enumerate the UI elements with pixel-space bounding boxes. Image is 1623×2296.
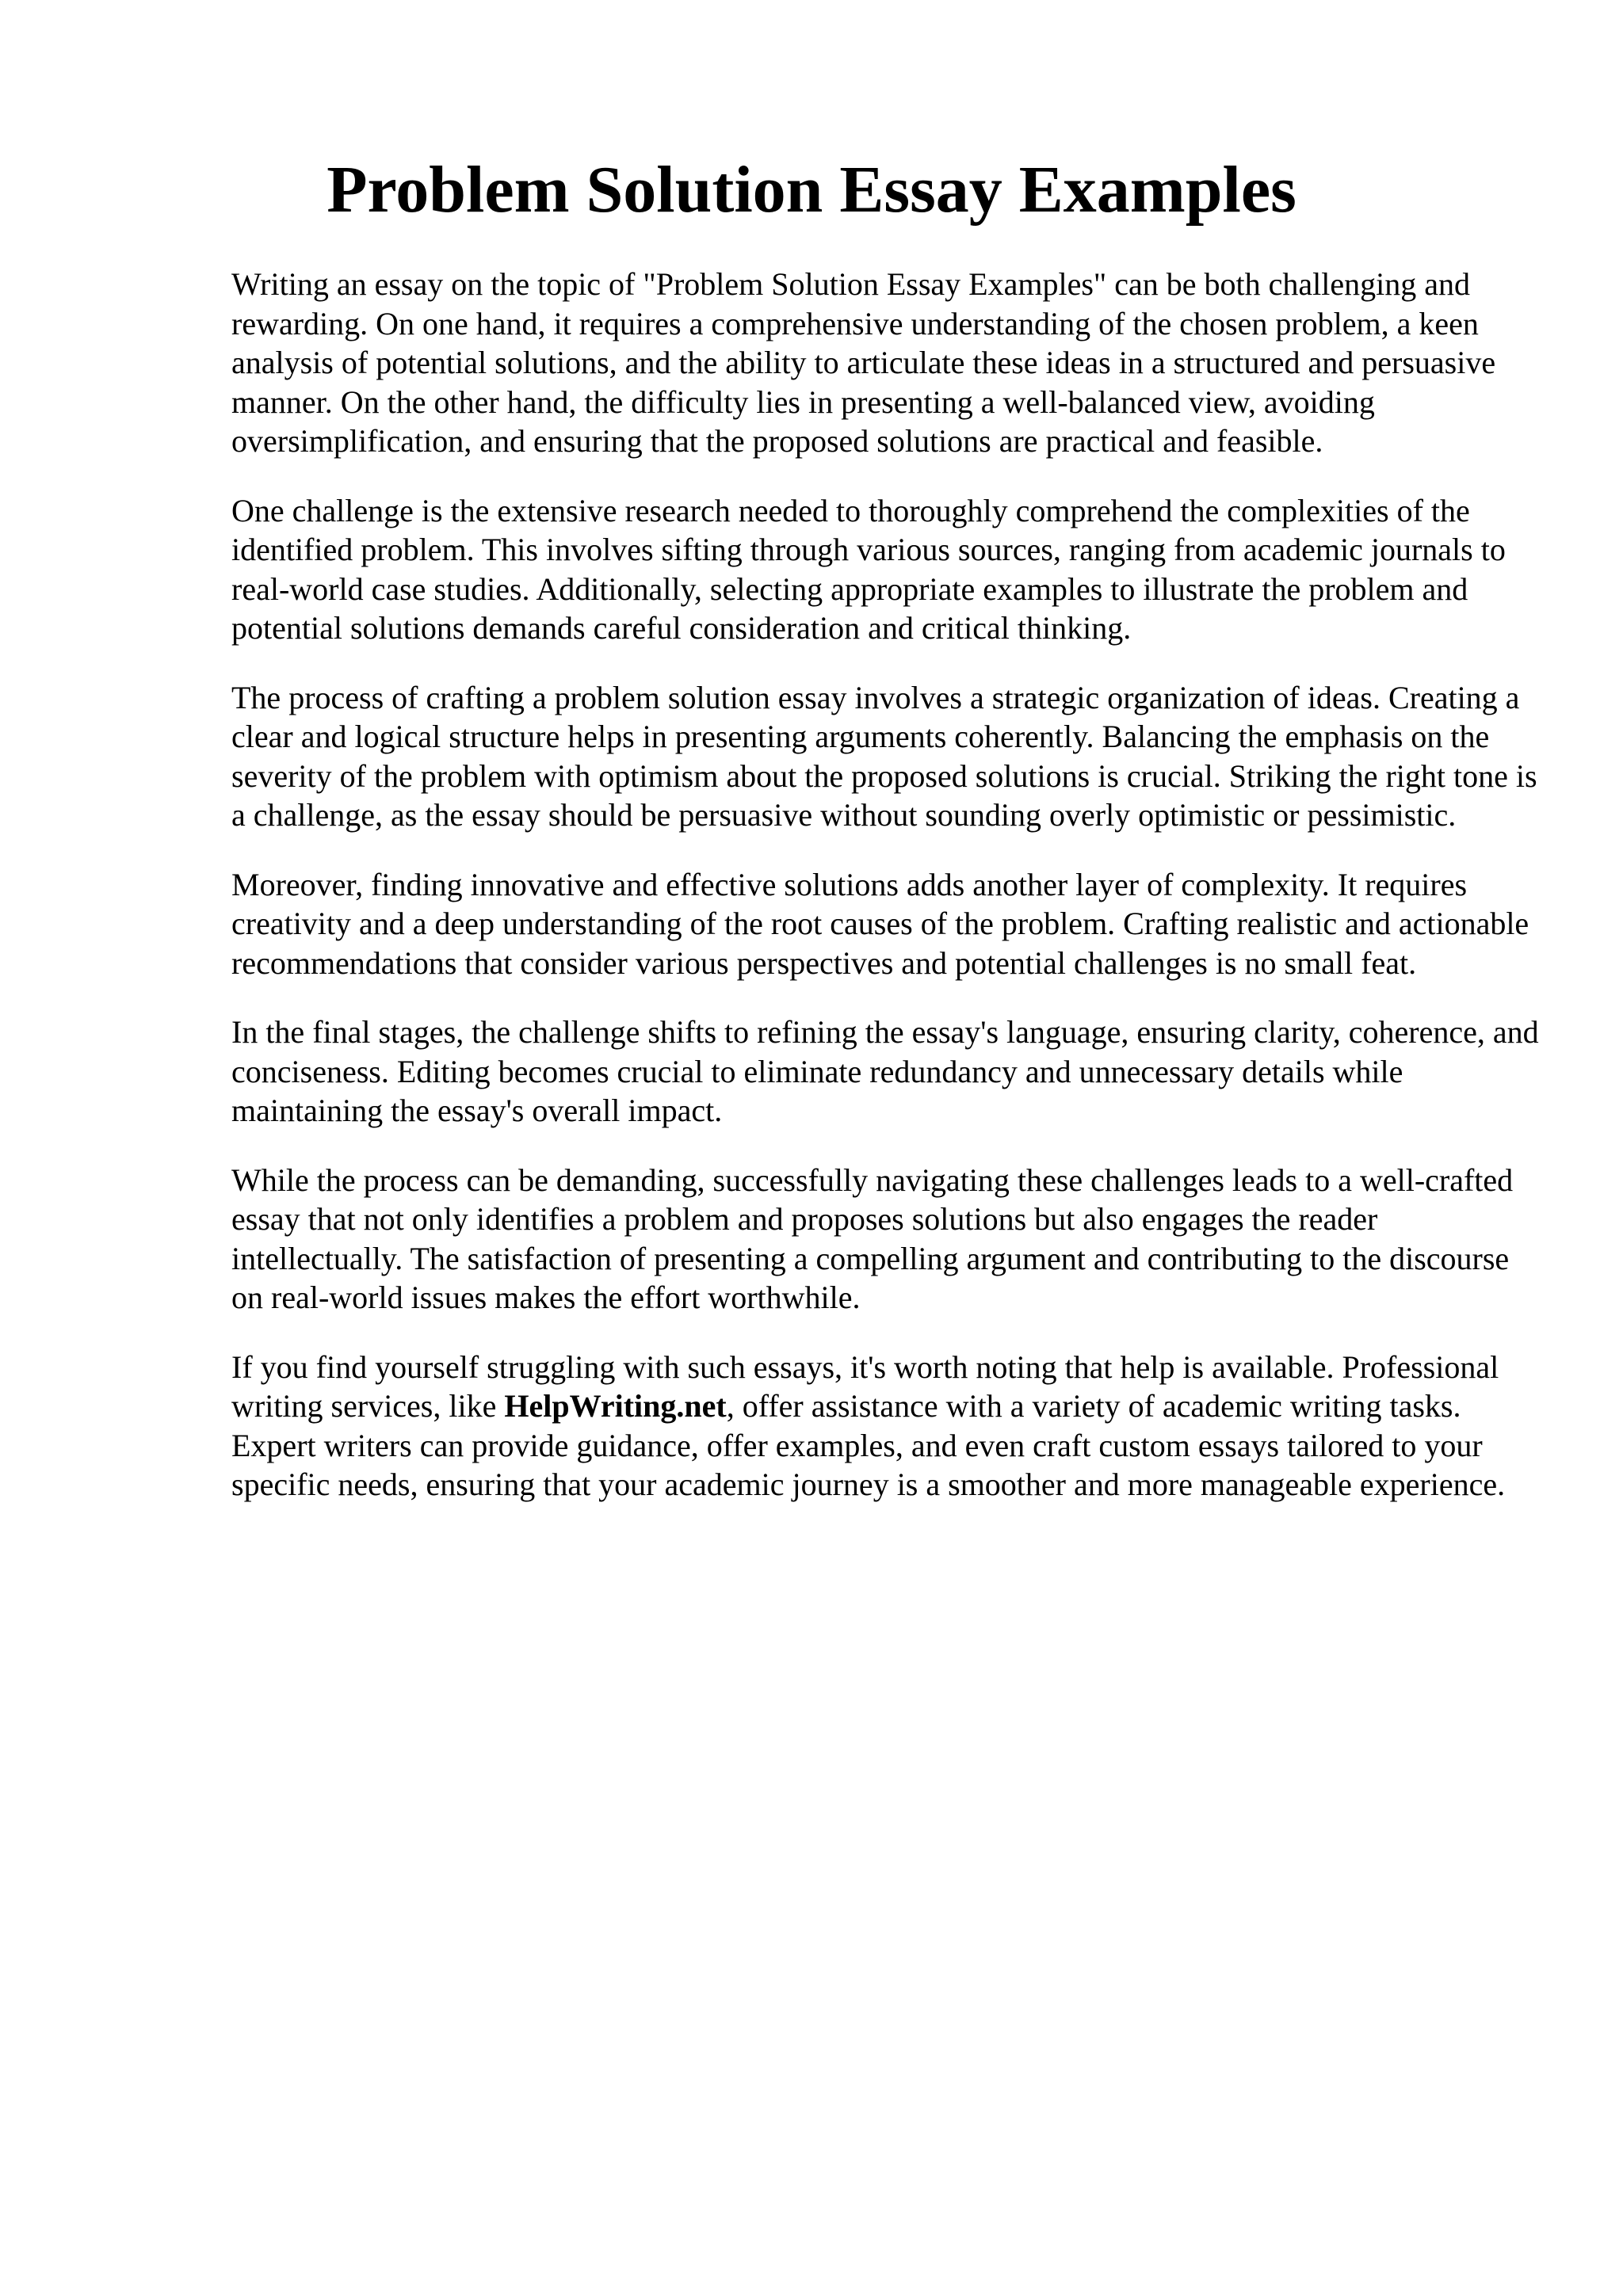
paragraph-solutions: Moreover, finding innovative and effective solutions adds another layer of complexity. It requires creativity and a deep understanding of the root causes of the problem. Crafting realistic and actionable recommendations that consider various perspectives and potential challenges is no small feat.: [231, 866, 1529, 981]
paragraph-intro: Writing an essay on the topic of "Problem Solution Essay Examples" can be both challenging and rewarding. On one hand, it requires a comprehensive understanding of the chosen problem, a keen analysis of potential solutions, and the ability to articulate these ideas in a structured and persuasive manner. On the other hand, the difficulty lies in presenting a well-balanced view, avoiding oversimplification, and ensuring that the proposed solutions are practical and feasible.: [231, 266, 1496, 459]
paragraph-help: [231, 1348, 1539, 1505]
page-title: Problem Solution Essay Examples: [327, 153, 1296, 227]
essay-body: [231, 265, 1539, 1535]
paragraph-research: One challenge is the extensive research needed to thoroughly comprehend the complexities of the identified problem. This involves sifting through various sources, ranging from academic journals to real-world case studies. Additionally, selecting appropriate examples to illustrate the problem and potential solutions demands careful consideration and critical thinking.: [231, 492, 1506, 646]
paragraph-conclusion: While the process can be demanding, successfully navigating these challenges leads to a well-crafted essay that not only identifies a problem and proposes solutions but also engages the reader intellectually. The satisfaction of presenting a compelling argument and contributing to the discourse on real-world issues makes the effort worthwhile.: [231, 1161, 1514, 1315]
paragraph-editing: In the final stages, the challenge shifts to refining the essay's language, ensuring clarity, coherence, and conciseness. Editing becomes crucial to eliminate redundancy and unnecessary details while maintaining the essay's overall impact.: [231, 1014, 1539, 1128]
brand-name: HelpWriting.net: [504, 1388, 727, 1424]
paragraph-organization: The process of crafting a problem solution essay involves a strategic organization of ideas. Creating a clear and logical structure helps in presenting arguments coherently. Balancing the emphasis on the severity of the problem with optimism about the proposed solutions is crucial. Striking the right tone is a challenge, as the essay should be persuasive without sounding overly optimistic or pessimistic.: [231, 679, 1537, 833]
help-text-after: , offer assistance with a variety of academic writing tasks. Expert writers can provide guidance, offer examples, and even craft custom essays tailored to your specific needs, ensuring that your academic journey is a smoother and more manageable experience.: [231, 1388, 1506, 1502]
help-text-before: If you find yourself struggling with such essays, it's worth noting that help is available. Professional writing services, like: [231, 1348, 1499, 1424]
